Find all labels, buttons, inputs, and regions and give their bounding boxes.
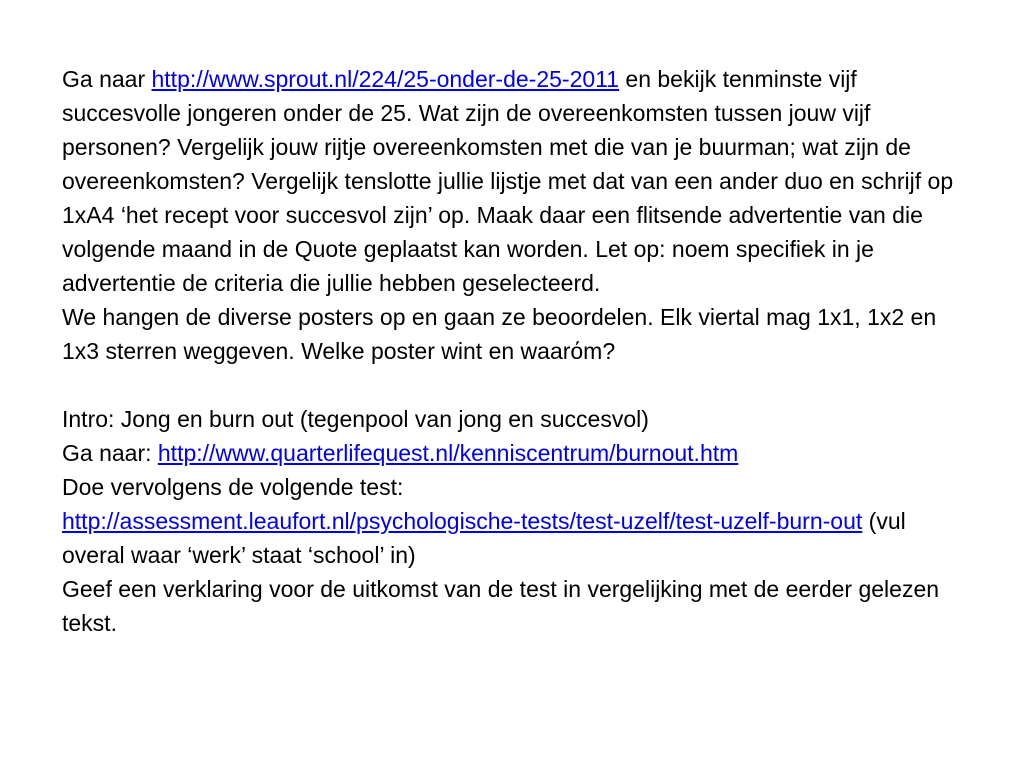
assignment-instructions-text: en bekijk tenminste vijf succesvolle jongeren onder de 25. Wat zijn de overeenkomsten tussen jouw vijf personen? Vergelijk jouw rijtje overeenkomsten met die van je buurman; wat zijn de overeenkomsten? Vergelijk tenslotte jullie lijstje met dat van een ander duo en schrijf op 1xA4 ‘het recept voor succesvol zijn’ op. Maak daar een flitsende advertentie van die volgende maand in de Quote geplaatst kan worden. Let op: noem specifiek in je advertentie de criteria die jullie hebben geselecteerd. bbox=[62, 66, 954, 296]
test-line bbox=[62, 504, 972, 572]
conclusion-text: Geef een verklaring voor de uitkomst van de test in vergelijking met de eerder gelezen tekst. bbox=[62, 576, 940, 636]
test-note: (vul overal waar ‘werk’ staat ‘school’ in) bbox=[62, 508, 906, 568]
blank-line bbox=[62, 368, 972, 402]
assignment-paragraph bbox=[62, 62, 972, 300]
assignment-intro-text: Ga naar bbox=[62, 66, 152, 92]
quarterlifequest-link[interactable]: http://www.quarterlifequest.nl/kenniscentrum/burnout.htm bbox=[157, 440, 739, 466]
goto-label: Ga naar: bbox=[62, 440, 158, 466]
intro-title: Intro: Jong en burn out (tegenpool van jong en succesvol) bbox=[62, 406, 649, 432]
goto-line bbox=[62, 436, 972, 470]
slide-body bbox=[62, 62, 972, 640]
leaufort-test-link[interactable]: http://assessment.leaufort.nl/psychologische-tests/test-uzelf/test-uzelf-burn-out bbox=[62, 508, 863, 534]
sprout-link[interactable]: http://www.sprout.nl/224/25-onder-de-25-2011 bbox=[151, 66, 620, 92]
poster-judging-paragraph: We hangen de diverse posters op en gaan ze beoordelen. Elk viertal mag 1x1, 1x2 en 1x3 sterren weggeven. Welke poster wint en waarόm? bbox=[62, 304, 937, 364]
test-label: Doe vervolgens de volgende test: bbox=[62, 474, 404, 500]
